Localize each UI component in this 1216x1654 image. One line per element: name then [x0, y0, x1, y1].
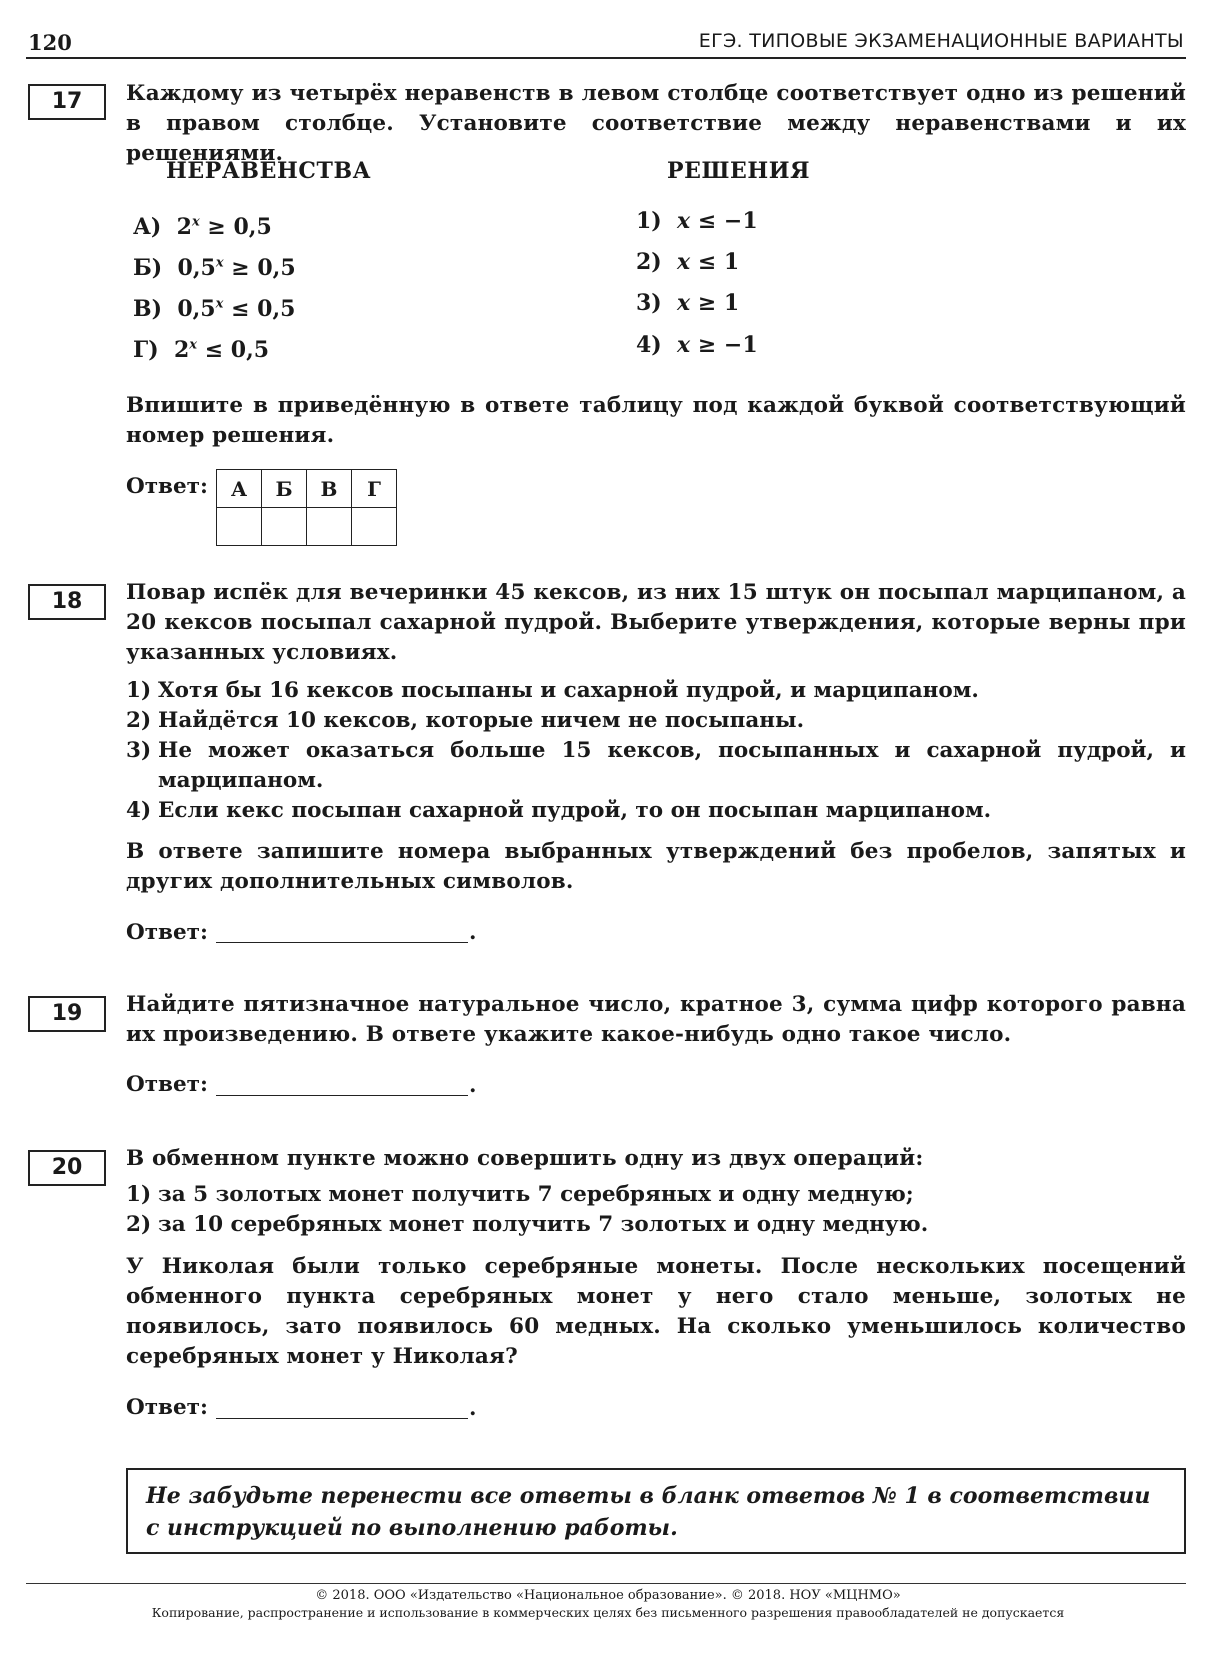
answer-cell-v[interactable] — [307, 508, 352, 546]
page-number: 120 — [28, 30, 72, 55]
solution-3: 3) x ≥ 1 — [636, 290, 740, 316]
answer-label-19: Ответ: — [126, 1072, 208, 1097]
reminder-box: Не забудьте перенести все ответы в бланк ответов № 1 в соответствии с инструкцией по выполнению работы. — [126, 1468, 1186, 1554]
statement-4: 4) Если кекс посыпан сахарной пудрой, то он посыпан марципаном. — [126, 798, 992, 823]
question-18-number: 18 — [28, 584, 106, 620]
answer-cell-a[interactable] — [217, 508, 262, 546]
answer-end-20: . — [469, 1396, 477, 1421]
statement-3: 3) Не может оказаться больше 15 кексов, посыпанных и сахарной пудрой, и марципаном. — [126, 738, 1186, 793]
footer-divider — [26, 1583, 1186, 1584]
answer-table-17 — [216, 469, 397, 546]
answer-end-19: . — [469, 1073, 477, 1098]
answer-header-b: Б — [262, 470, 307, 508]
question-17-number: 17 — [28, 84, 106, 120]
footer-notice: Копирование, распространение и использование в коммерческих целях без письменного разрешения правообладателей не допускается — [151, 1605, 1065, 1620]
inequalities-heading: НЕРАВЕНСТВА — [166, 158, 372, 184]
answer-header-a: А — [217, 470, 262, 508]
solution-2: 2) x ≤ 1 — [636, 249, 740, 275]
operation-2: 2) за 10 серебряных монет получить 7 золотых и одну медную. — [126, 1212, 929, 1237]
solution-1: 1) x ≤ −1 — [636, 208, 758, 234]
statement-1: 1) Хотя бы 16 кексов посыпаны и сахарной пудрой, и марципаном. — [126, 678, 979, 703]
inequality-v: В) 0,5$^x$ ≤ 0,5 — [133, 296, 296, 322]
answer-line-19[interactable] — [216, 1095, 468, 1096]
question-18-instruction: В ответе запишите номера выбранных утверждений без пробелов, запятых и других дополнительных символов. — [126, 839, 1186, 894]
question-17-instruction: Впишите в приведённую в ответе таблицу под каждой буквой соответствующий номер решения. — [126, 393, 1186, 448]
question-18-text: Повар испёк для вечеринки 45 кексов, из них 15 штук он посыпал марципаном, а 20 кексов посыпал сахарной пудрой. Выберите утверждения, которые верны при указанных условиях. — [126, 580, 1186, 665]
question-17-text: Каждому из четырёх неравенств в левом столбце соответствует одно из решений в правом столбце. Установите соответствие между неравенствами и их решениями. — [126, 81, 1186, 166]
inequality-b: Б) 0,5$^x$ ≥ 0,5 — [133, 255, 296, 281]
inequality-g: Г) 2$^x$ ≤ 0,5 — [133, 337, 270, 363]
answer-label-18: Ответ: — [126, 920, 208, 945]
answer-label-17: Ответ: — [126, 474, 208, 499]
answer-end-18: . — [469, 920, 477, 945]
answer-label-20: Ответ: — [126, 1395, 208, 1420]
inequality-a: А) 2$^x$ ≥ 0,5 — [133, 214, 272, 240]
operation-1: 1) за 5 золотых монет получить 7 серебряных и одну медную; — [126, 1182, 914, 1207]
running-title: ЕГЭ. ТИПОВЫЕ ЭКЗАМЕНАЦИОННЫЕ ВАРИАНТЫ — [698, 30, 1184, 52]
question-20-intro: В обменном пункте можно совершить одну из двух операций: — [126, 1146, 924, 1171]
question-19-number: 19 — [28, 996, 106, 1032]
statement-2: 2) Найдётся 10 кексов, которые ничем не посыпаны. — [126, 708, 805, 733]
solution-4: 4) x ≥ −1 — [636, 332, 758, 358]
footer-copyright: © 2018. ООО «Издательство «Национальное образование». © 2018. НОУ «МЦНМО» — [315, 1588, 901, 1603]
answer-header-v: В — [307, 470, 352, 508]
answer-line-18[interactable] — [216, 942, 468, 943]
question-19-text: Найдите пятизначное натуральное число, кратное 3, сумма цифр которого равна их произведению. В ответе укажите какое-нибудь одно такое число. — [126, 992, 1186, 1047]
question-20-number: 20 — [28, 1150, 106, 1186]
solutions-heading: РЕШЕНИЯ — [667, 158, 811, 184]
header-divider — [26, 57, 1186, 59]
answer-cell-g[interactable] — [352, 508, 397, 546]
answer-line-20[interactable] — [216, 1418, 468, 1419]
answer-cell-b[interactable] — [262, 508, 307, 546]
question-20-text: У Николая были только серебряные монеты. После нескольких посещений обменного пункта серебряных монет у него стало меньше, золотых не появилось, зато появилось 60 медных. На сколько уменьшилось количество серебряных монет у Николая? — [126, 1254, 1186, 1369]
answer-header-g: Г — [352, 470, 397, 508]
